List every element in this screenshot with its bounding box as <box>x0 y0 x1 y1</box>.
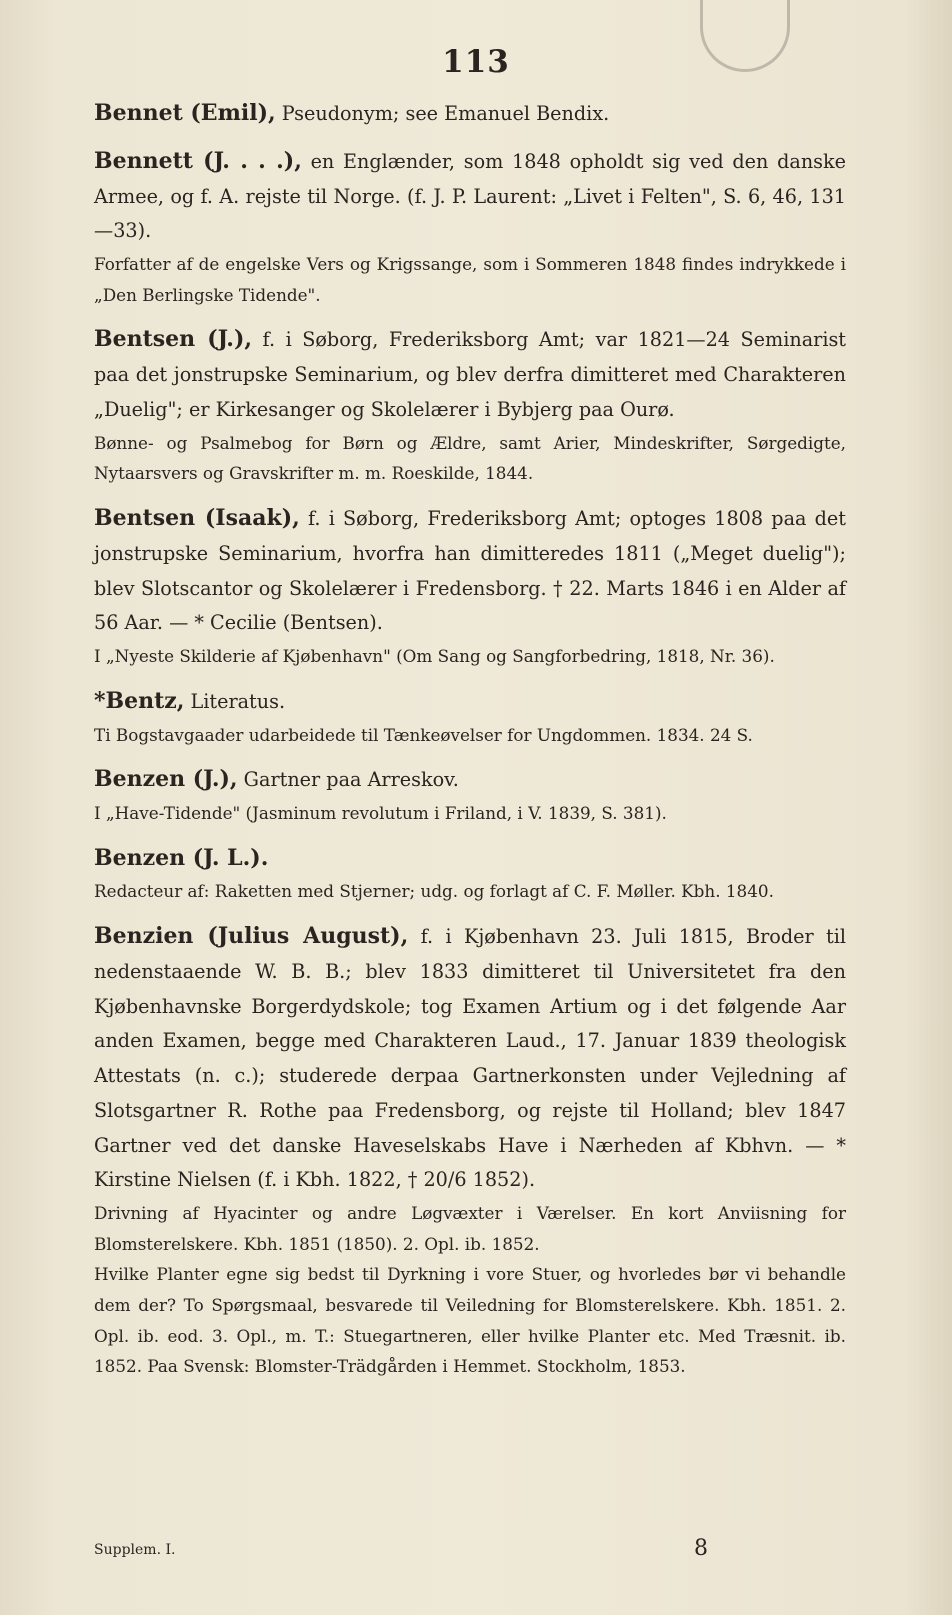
entry-body: f. i Kjøbenhavn 23. Juli 1815, Broder til nedenstaaende W. B. B.; blev 1833 dimitteret til Universitetet fra den Kjøbenhavnske Borgerdydskole; tog Examen Artium og i det følgende Aar anden Examen, begge med Charakteren Laud., 17. Januar 1839 theologisk Attestats (n. c.); studerede derpaa Gartnerkonsten under Vejledning af Slotsgartner R. Rothe paa Fredensborg, og rejste til Holland; blev 1847 Gartner ved det danske Haveselskabs Have i Nærheden af Kbhvn. — * Kirstine Nielsen (f. i Kbh. 1822, † 20/6 1852). <box>94 924 846 1192</box>
page-number: 113 <box>442 44 510 80</box>
entries-column <box>94 96 846 1394</box>
entry-body: en Englænder, som 1848 opholdt sig ved den danske Armee, og f. A. rejste til Norge. (f. J. P. Laurent: „Livet i Felten", S. 6, 46, 131—33). <box>94 149 846 243</box>
entry-bennett <box>94 144 846 311</box>
entry-body: Pseudonym; see Emanuel Bendix. <box>275 102 610 125</box>
entry-reference: Drivning af Hyacinter og andre Løgvæxter i Værelser. En kort Anviisning for Blomsterelskere. Kbh. 1851 (1850). 2. Opl. ib. 1852. <box>94 1203 846 1254</box>
entry-body: Gartner paa Arreskov. <box>237 768 459 792</box>
entry-reference: I „Nyeste Skilderie af Kjøbenhavn" (Om Sang og Sangforbedring, 1818, Nr. 36). <box>94 646 775 667</box>
entry-reference: Forfatter af de engelske Vers og Krigssange, som i Sommeren 1848 findes indrykkede i „Den Berlingske Tidende". <box>94 254 846 305</box>
entry-reference: Hvilke Planter egne sig bedst til Dyrkning i vore Stuer, og hvorledes bør vi behandle dem der? To Spørgsmaal, besvarede til Veiledning for Blomsterelskere. Kbh. 1851. 2. Opl. ib. eod. 3. Opl., m. T.: Stuegartneren, eller hvilke Planter etc. Med Træsnit. ib. 1852. Paa Svensk: Blomster-Trädgården i Hemmet. Stockholm, 1853. <box>94 1264 846 1377</box>
entry-headword: Benzen (J. L.). <box>94 844 269 871</box>
entry-reference: I „Have-Tidende" (Jasminum revolutum i Friland, i V. 1839, S. 381). <box>94 802 667 823</box>
entry-headword: *Bentz, <box>94 687 185 714</box>
sheet-number: 8 <box>694 1536 708 1561</box>
signature-mark: Supplem. I. <box>94 1542 176 1558</box>
entry-bentsen-j <box>94 322 846 489</box>
entry-benzen-jl <box>94 841 846 907</box>
entry-benzien <box>94 919 846 1382</box>
entry-bennet-emil <box>94 96 846 132</box>
entry-headword: Bentsen (Isaak), <box>94 504 300 531</box>
entry-benzen-j <box>94 762 846 828</box>
entry-headword: Bennett (J. . . .), <box>94 147 302 174</box>
entry-headword: Bennet (Emil), <box>94 100 276 126</box>
entry-headword: Bentsen (J.), <box>94 326 253 353</box>
entry-body: f. i Søborg, Frederiksborg Amt; optoges 1808 paa det jonstrupske Seminarium, hvorfra han dimitteredes 1811 („Meget duelig"); blev Slotscantor og Skolelærer i Fredensborg. † 22. Marts 1846 i en Alder af 56 Aar. — * Cecilie (Bentsen). <box>94 506 846 635</box>
entry-headword: Benzen (J.), <box>94 766 238 793</box>
entry-body: f. i Søborg, Frederiksborg Amt; var 1821—24 Seminarist paa det jonstrupske Seminarium, og blev derfra dimitteret med Charakteren „Duelig"; er Kirkesanger og Skolelærer i Bybjerg paa Ourø. <box>94 328 847 421</box>
page-footer <box>94 1536 846 1566</box>
entry-reference: Ti Bogstavgaader udarbeidede til Tænkeøvelser for Ungdommen. 1834. 24 S. <box>94 724 753 745</box>
entry-body: Literatus. <box>184 689 286 713</box>
entry-bentsen-isaak <box>94 501 846 672</box>
entry-bentz <box>94 684 846 750</box>
entry-headword: Benzien (Julius August), <box>94 922 409 949</box>
entry-reference: Bønne- og Psalmebog for Børn og Ældre, samt Arier, Mindeskrifter, Sørgedigte, Nytaarsvers og Gravskrifter m. m. Roeskilde, 1844. <box>94 432 846 484</box>
entry-reference: Redacteur af: Raketten med Stjerner; udg. og forlagt af C. F. Møller. Kbh. 1840. <box>94 881 774 902</box>
